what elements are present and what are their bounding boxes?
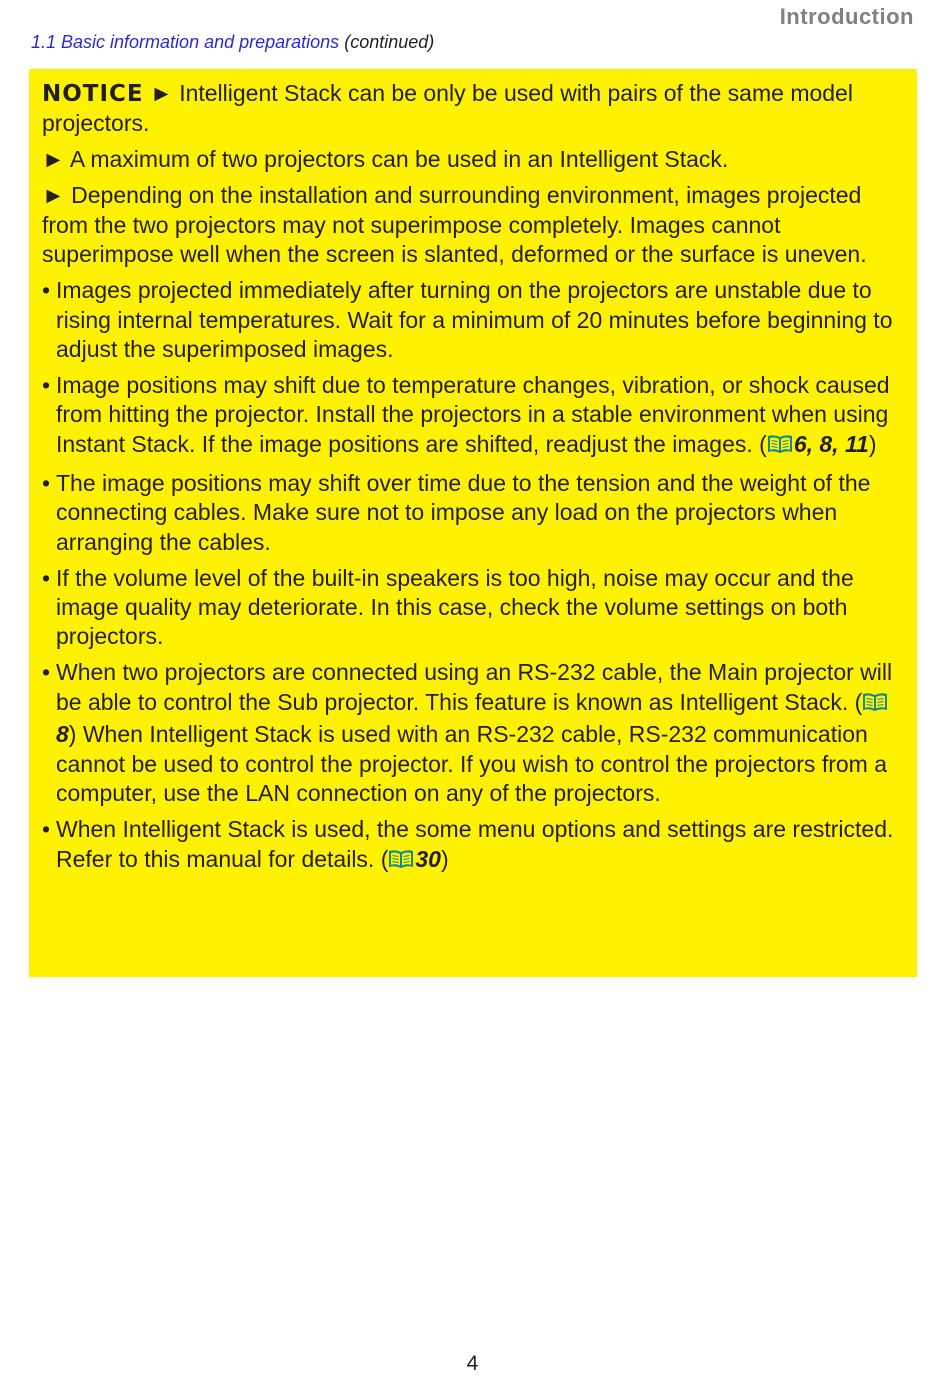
notice-bullet (42, 564, 903, 652)
book-icon (767, 433, 793, 462)
bullet-text-after: ) (868, 430, 877, 457)
book-icon (862, 691, 888, 720)
bullet-marker: • (42, 816, 51, 843)
book-icon (388, 848, 414, 877)
notice-paragraph (42, 79, 903, 139)
bullet-text: Images projected immediately after turning on the projectors are unstable due to rising internal temperatures. Wait for a minimum of 20 minutes before beginning to adjust the superimposed images. (56, 277, 893, 363)
notice-bullet (42, 469, 903, 557)
bullet-text: When Intelligent Stack is used, the some menu options and settings are restricted. Refer to this manual for details. ( (56, 816, 894, 872)
notice-paragraph-text: Intelligent Stack can be only be used with pairs of the same model projectors. (42, 80, 853, 137)
notice-bullet (42, 371, 903, 462)
bullet-marker: • (42, 372, 51, 399)
continued-label: (continued) (344, 32, 435, 52)
arrow-marker: ► (150, 80, 173, 106)
arrow-marker: ► (42, 182, 65, 209)
notice-paragraph-text: Depending on the installation and surrounding environment, images projected from the two projectors may not superimpose completely. Images cannot superimpose well when the screen is slanted, deformed or the surface is uneven. (42, 182, 867, 268)
notice-bullet (42, 658, 903, 808)
notice-paragraph (42, 145, 903, 174)
section-breadcrumb (31, 32, 434, 53)
bullet-text: Image positions may shift due to temperature changes, vibration, or shock caused from hitting the projector. Install the projectors in a stable environment when using Instant Stack. If the image positions are shifted, readjust the images. ( (56, 372, 890, 457)
notice-box (29, 69, 917, 977)
bullet-text: When two projectors are connected using an RS-232 cable, the Main projector will be able to control the Sub projector. This feature is known as Intelligent Stack. ( (56, 659, 893, 715)
notice-paragraph-text: A maximum of two projectors can be used in an Intelligent Stack. (69, 146, 729, 173)
bullet-text-after: ) When Intelligent Stack is used with an RS-232 cable, RS-232 communication cannot be used to control the projector. If you wish to control the projectors from a computer, use the LAN connection on any of the projectors. (56, 721, 887, 807)
page-number: 4 (466, 1352, 479, 1375)
bullet-marker: • (42, 277, 51, 304)
bullet-marker: • (42, 659, 51, 686)
bullet-marker: • (42, 469, 51, 496)
arrow-marker: ► (42, 146, 65, 173)
page-reference-link[interactable]: 6, 8, 11 (793, 430, 869, 457)
notice-bullet (42, 815, 903, 877)
bullet-text: If the volume level of the built-in speakers is too high, noise may occur and the image quality may deteriorate. In this case, check the volume settings on both projectors. (56, 564, 854, 650)
section-title[interactable]: 1.1 Basic information and preparations (31, 32, 340, 52)
bullet-text-after: ) (440, 845, 449, 872)
bullet-marker: • (42, 564, 51, 591)
chapter-title: Introduction (779, 4, 914, 29)
page-reference-link[interactable]: 30 (415, 845, 441, 872)
notice-paragraph (42, 181, 903, 269)
notice-bullet (42, 276, 903, 364)
notice-label: NOTICE (42, 81, 144, 107)
page-reference-link[interactable]: 8 (56, 721, 69, 748)
bullet-text: The image positions may shift over time due to the tension and the weight of the connecting cables. Make sure not to impose any load on the projectors when arranging the cables. (56, 469, 871, 555)
